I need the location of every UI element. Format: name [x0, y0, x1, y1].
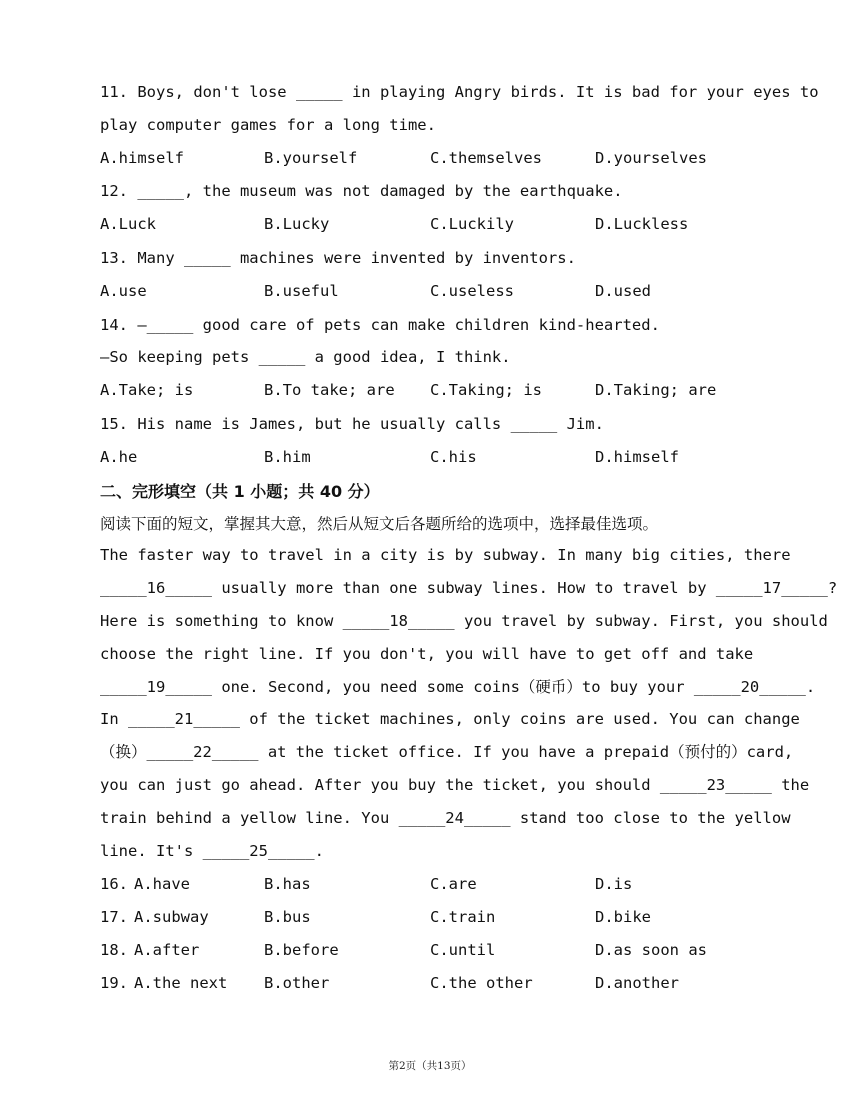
cloze-19-option-c: C.the other [430, 974, 533, 992]
question-13-option-b: B.useful [264, 282, 339, 300]
cloze-18-number: 18. [100, 941, 128, 959]
question-12-option-b: B.Lucky [264, 215, 330, 233]
question-12-option-d: D.Luckless [595, 215, 689, 233]
question-14-line-1: 14. —_____ good care of pets can make children kind-hearted. [100, 316, 660, 334]
passage-line-10: line. It's _____25_____. [100, 842, 324, 860]
cloze-19-option-d: D.another [595, 974, 679, 992]
question-11-option-a: A.himself [100, 149, 184, 167]
question-11-line-1: 11. Boys, don't lose _____ in playing Angry birds. It is bad for your eyes to [100, 83, 819, 101]
question-12-line-1: 12. _____, the museum was not damaged by the earthquake. [100, 182, 623, 200]
question-15-option-a: A.he [100, 448, 138, 466]
cloze-17-number: 17. [100, 908, 128, 926]
cloze-19-option-b: B.other [264, 974, 330, 992]
cloze-17-option-b: B.bus [264, 908, 311, 926]
passage-line-7: （换）_____22_____ at the ticket office. If you have a prepaid（预付的）card, [100, 743, 794, 761]
passage-line-3: Here is something to know _____18_____ you travel by subway. First, you should [100, 612, 828, 630]
cloze-17-option-a: A.subway [134, 908, 209, 926]
cloze-16-option-a: A.have [134, 875, 190, 893]
question-12-option-c: C.Luckily [430, 215, 514, 233]
question-15-line-1: 15. His name is James, but he usually calls _____ Jim. [100, 415, 604, 433]
question-13-option-a: A.use [100, 282, 147, 300]
question-14-option-b: B.To take; are [264, 381, 395, 399]
section-heading: 二、完形填空（共 1 小题；共 40 分） [100, 482, 380, 501]
cloze-16-number: 16. [100, 875, 128, 893]
question-11-option-b: B.yourself [264, 149, 358, 167]
question-14-option-d: D.Taking; are [595, 381, 717, 399]
cloze-19-option-a: A.the next [134, 974, 228, 992]
cloze-16-option-b: B.has [264, 875, 311, 893]
cloze-18-option-b: B.before [264, 941, 339, 959]
cloze-19-number: 19. [100, 974, 128, 992]
question-11-option-c: C.themselves [430, 149, 542, 167]
question-15-option-d: D.himself [595, 448, 679, 466]
cloze-17-option-c: C.train [430, 908, 496, 926]
passage-line-1: The faster way to travel in a city is by subway. In many big cities, there [100, 546, 791, 564]
question-14-line-2: —So keeping pets _____ a good idea, I think. [100, 348, 511, 366]
passage-line-5: _____19_____ one. Second, you need some coins（硬币）to buy your _____20_____. [100, 678, 816, 696]
passage-line-8: you can just go ahead. After you buy the ticket, you should _____23_____ the [100, 776, 810, 794]
question-15-option-b: B.him [264, 448, 311, 466]
cloze-16-option-d: D.is [595, 875, 633, 893]
question-14-option-a: A.Take; is [100, 381, 194, 399]
question-12-option-a: A.Luck [100, 215, 156, 233]
question-11-option-d: D.yourselves [595, 149, 707, 167]
section-instruction: 阅读下面的短文，掌握其大意，然后从短文后各题所给的选项中，选择最佳选项。 [100, 515, 659, 533]
cloze-18-option-c: C.until [430, 941, 496, 959]
question-15-option-c: C.his [430, 448, 477, 466]
cloze-17-option-d: D.bike [595, 908, 651, 926]
question-14-option-c: C.Taking; is [430, 381, 542, 399]
question-13-option-c: C.useless [430, 282, 514, 300]
passage-line-2: _____16_____ usually more than one subway lines. How to travel by _____17_____? [100, 579, 838, 597]
question-13-line-1: 13. Many _____ machines were invented by inventors. [100, 249, 576, 267]
question-11-line-2: play computer games for a long time. [100, 116, 436, 134]
page-number-footer: 第2页（共13页） [388, 1060, 472, 1072]
passage-line-4: choose the right line. If you don't, you will have to get off and take [100, 645, 754, 663]
passage-line-9: train behind a yellow line. You _____24_____ stand too close to the yellow [100, 809, 791, 827]
passage-line-6: In _____21_____ of the ticket machines, only coins are used. You can change [100, 710, 800, 728]
cloze-16-option-c: C.are [430, 875, 477, 893]
cloze-18-option-d: D.as soon as [595, 941, 707, 959]
cloze-18-option-a: A.after [134, 941, 200, 959]
question-13-option-d: D.used [595, 282, 651, 300]
